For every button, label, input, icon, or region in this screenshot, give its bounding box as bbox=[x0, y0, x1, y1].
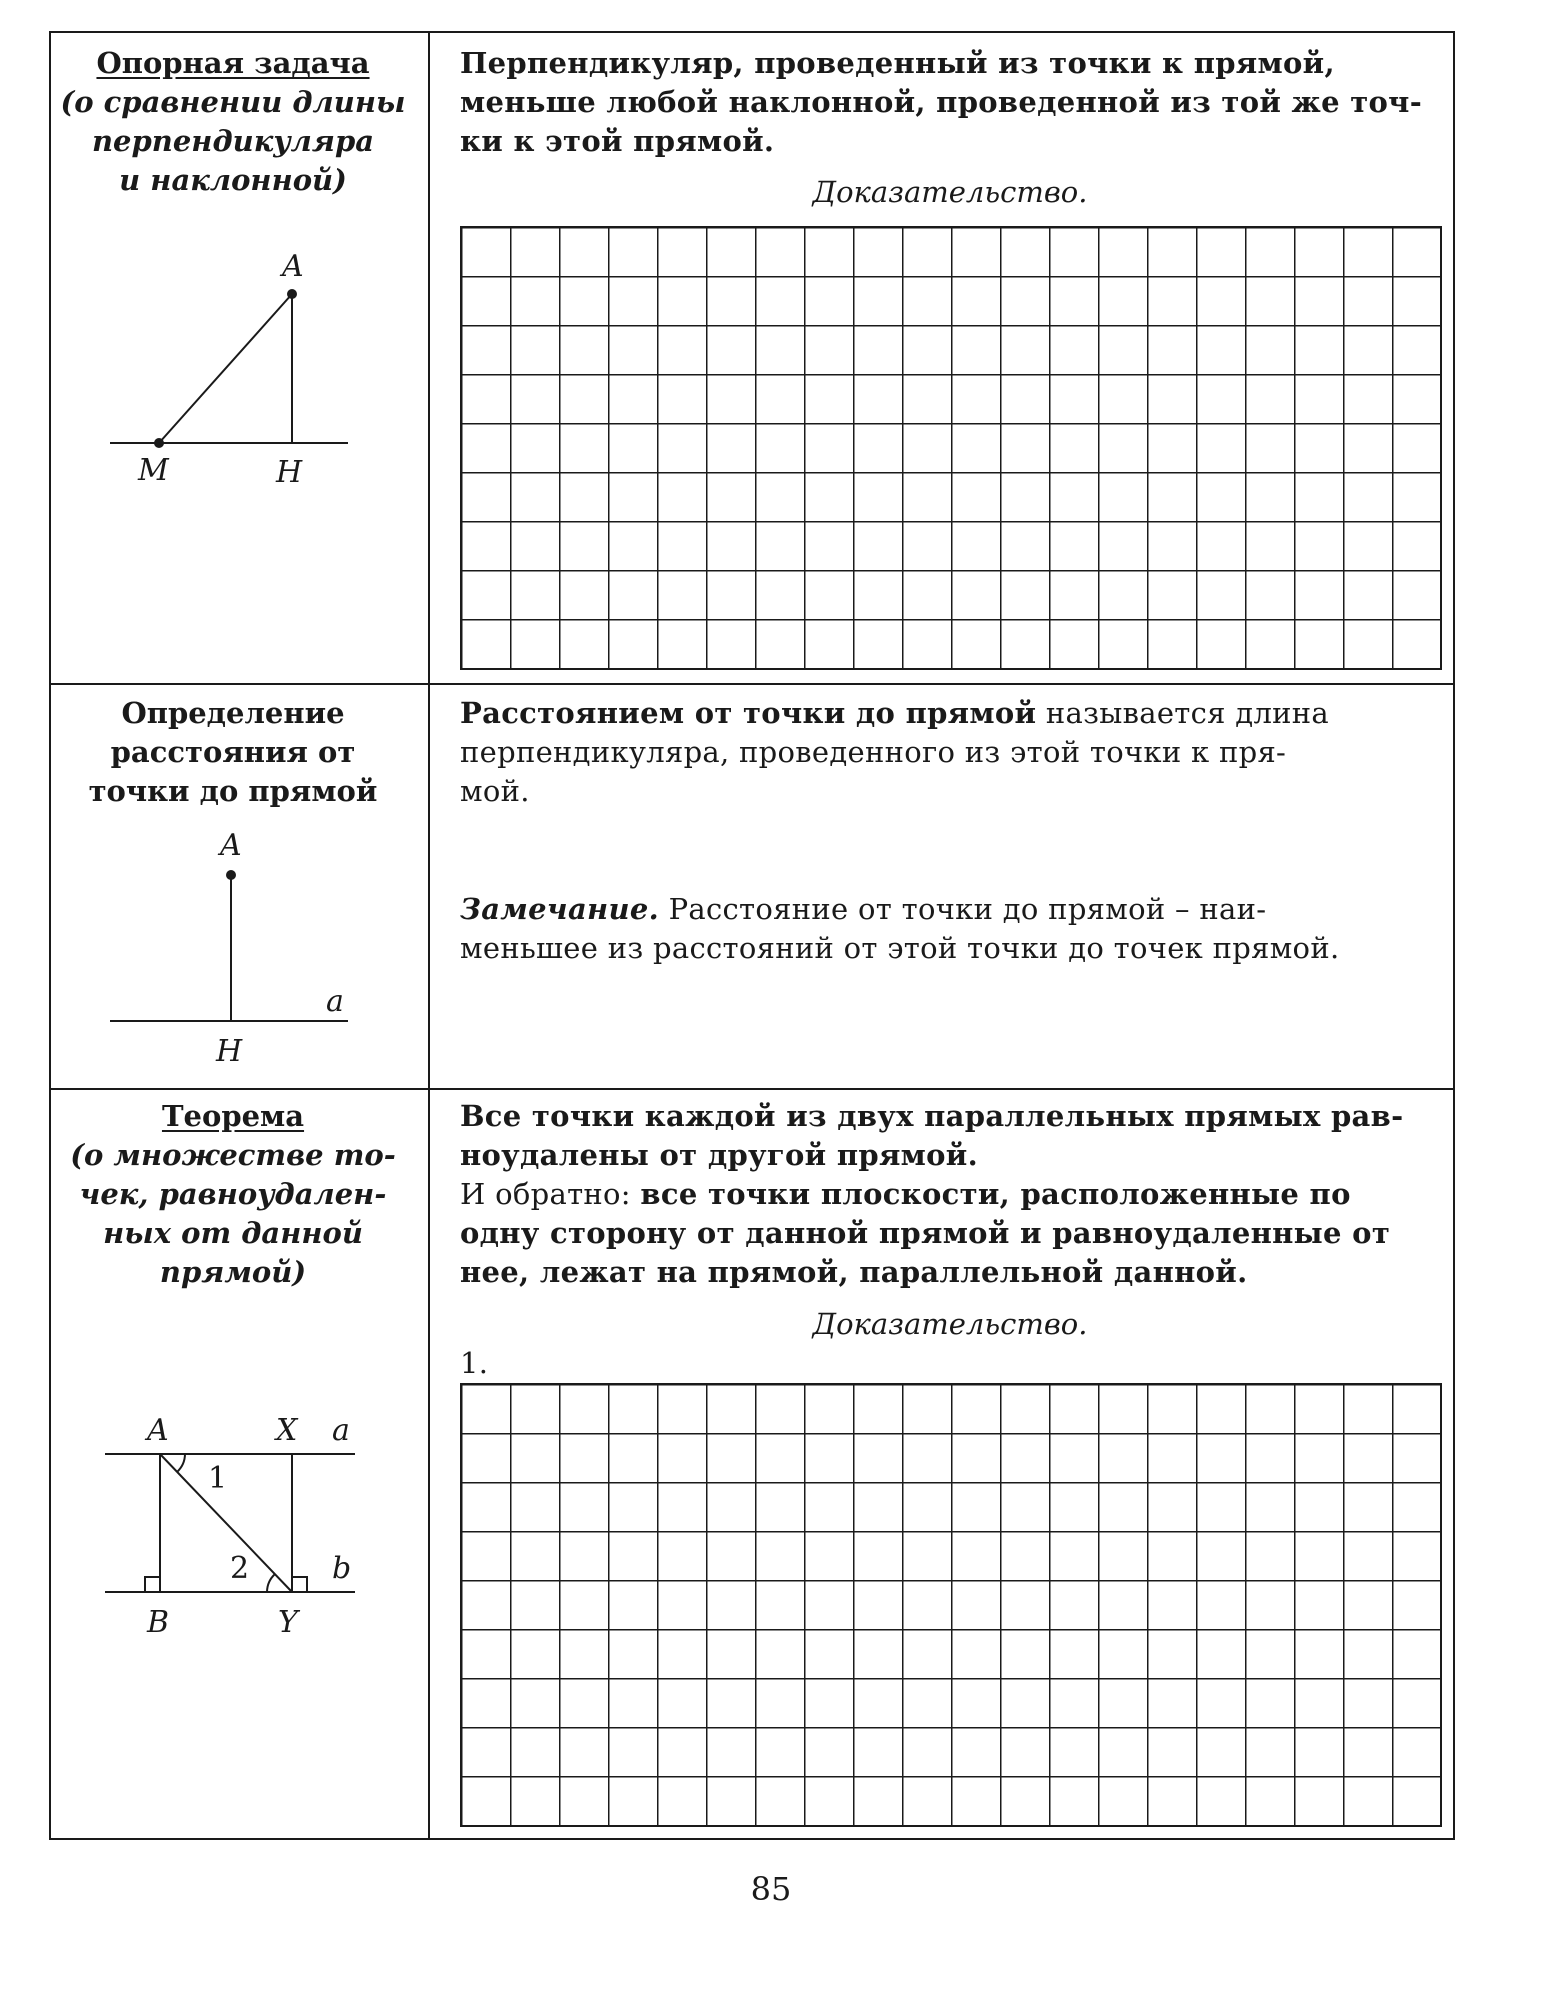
label-line-a: a bbox=[332, 1413, 350, 1448]
row3-converse-line2: одну сторону от данной прямой и равноудаленные от bbox=[460, 1216, 1391, 1250]
parallel-lines-diagram bbox=[95, 1400, 375, 1650]
row3-subtitle-line2: (о множестве то- bbox=[70, 1138, 396, 1172]
column-divider bbox=[428, 31, 430, 1840]
row2-definition-line2: перпендикуляра, проведенного из этой точки к пря- bbox=[460, 735, 1287, 769]
row1-subtitle-line2: перпендикуляра bbox=[91, 124, 375, 158]
label-point-x: X bbox=[276, 1413, 298, 1448]
point-m bbox=[154, 438, 164, 448]
row3-subtitle-line3: чек, равноудален- bbox=[79, 1177, 387, 1211]
label-line-a: a bbox=[326, 984, 344, 1019]
row2-definition-line3: мой. bbox=[460, 774, 530, 808]
row1-proof-grid[interactable] bbox=[460, 226, 1442, 670]
label-h: H bbox=[276, 455, 303, 490]
row3-converse-line3: нее, лежат на прямой, параллельной данной. bbox=[460, 1255, 1248, 1289]
row1-subtitle-line3: и наклонной) bbox=[119, 163, 347, 197]
label-point-y: Y bbox=[278, 1605, 298, 1640]
row3-subtitle-line4: ных от данной bbox=[103, 1216, 363, 1250]
row2-note-label: Замечание. bbox=[460, 892, 660, 926]
segment-am bbox=[159, 294, 292, 443]
label-h: H bbox=[216, 1034, 243, 1069]
row3-theorem-line2: ноудалены от другой прямой. bbox=[460, 1138, 979, 1172]
label-point-a: A bbox=[147, 1413, 169, 1448]
angle-1-arc bbox=[177, 1454, 185, 1472]
row1-left-cell bbox=[60, 44, 406, 200]
row3-title: Теорема bbox=[161, 1099, 305, 1133]
label-point-b: B bbox=[147, 1605, 170, 1640]
page-number: 85 bbox=[750, 1870, 792, 1908]
row2-note bbox=[460, 890, 1440, 968]
row1-title: Опорная задача bbox=[96, 46, 370, 80]
row1-proof-label: Доказательство. bbox=[812, 175, 1088, 209]
point-a bbox=[226, 870, 236, 880]
right-angle-b bbox=[145, 1577, 160, 1592]
row1-statement-line3: ки к этой прямой. bbox=[460, 124, 775, 158]
row3-proof-label: Доказательство. bbox=[812, 1307, 1088, 1341]
label-a: A bbox=[282, 249, 304, 284]
perpendicular-and-oblique-diagram bbox=[100, 240, 360, 500]
row1-statement-line1: Перпендикуляр, проведенный из точки к прямой, bbox=[460, 46, 1335, 80]
row3-subtitle-line5: прямой) bbox=[159, 1255, 307, 1289]
distance-diagram bbox=[100, 825, 360, 1075]
row1-statement-line2: меньше любой наклонной, проведенной из той же точ- bbox=[460, 85, 1423, 119]
row3-proof-grid[interactable] bbox=[460, 1383, 1442, 1827]
label-angle-2: 2 bbox=[230, 1551, 250, 1586]
row3-item-number: 1. bbox=[460, 1346, 489, 1380]
row3-theorem-line1: Все точки каждой из двух параллельных прямых рав- bbox=[460, 1099, 1404, 1133]
row3-converse-prefix: И обратно: bbox=[460, 1177, 631, 1211]
row2-definition-term: Расстоянием от точки до прямой bbox=[460, 696, 1037, 730]
row-divider-2 bbox=[49, 1088, 1455, 1090]
row3-theorem bbox=[460, 1097, 1440, 1292]
row3-converse-rest: все точки плоскости, расположенные по bbox=[640, 1177, 1351, 1211]
angle-2-arc bbox=[267, 1574, 275, 1592]
row1-subtitle-line1: (о сравнении длины bbox=[60, 85, 406, 119]
row2-note-line2: меньшее из расстояний от этой точки до точек прямой. bbox=[460, 931, 1340, 965]
row2-definition bbox=[460, 694, 1440, 811]
row-divider-1 bbox=[49, 683, 1455, 685]
row2-title-line3: точки до прямой bbox=[88, 774, 378, 808]
label-angle-1: 1 bbox=[208, 1461, 228, 1496]
row2-title-line2: расстояния от bbox=[110, 735, 356, 769]
label-m: M bbox=[138, 453, 169, 488]
point-a bbox=[287, 289, 297, 299]
label-a: A bbox=[220, 828, 242, 863]
right-angle-y bbox=[292, 1577, 307, 1592]
row1-statement bbox=[460, 44, 1440, 161]
row3-left-cell bbox=[60, 1097, 406, 1292]
row2-title-line1: Определение bbox=[121, 696, 345, 730]
label-line-b: b bbox=[332, 1551, 352, 1586]
row2-definition-rest: называется длина bbox=[1045, 696, 1330, 730]
row2-note-rest: Расстояние от точки до прямой – наи- bbox=[668, 892, 1267, 926]
row2-left-cell bbox=[60, 694, 406, 811]
